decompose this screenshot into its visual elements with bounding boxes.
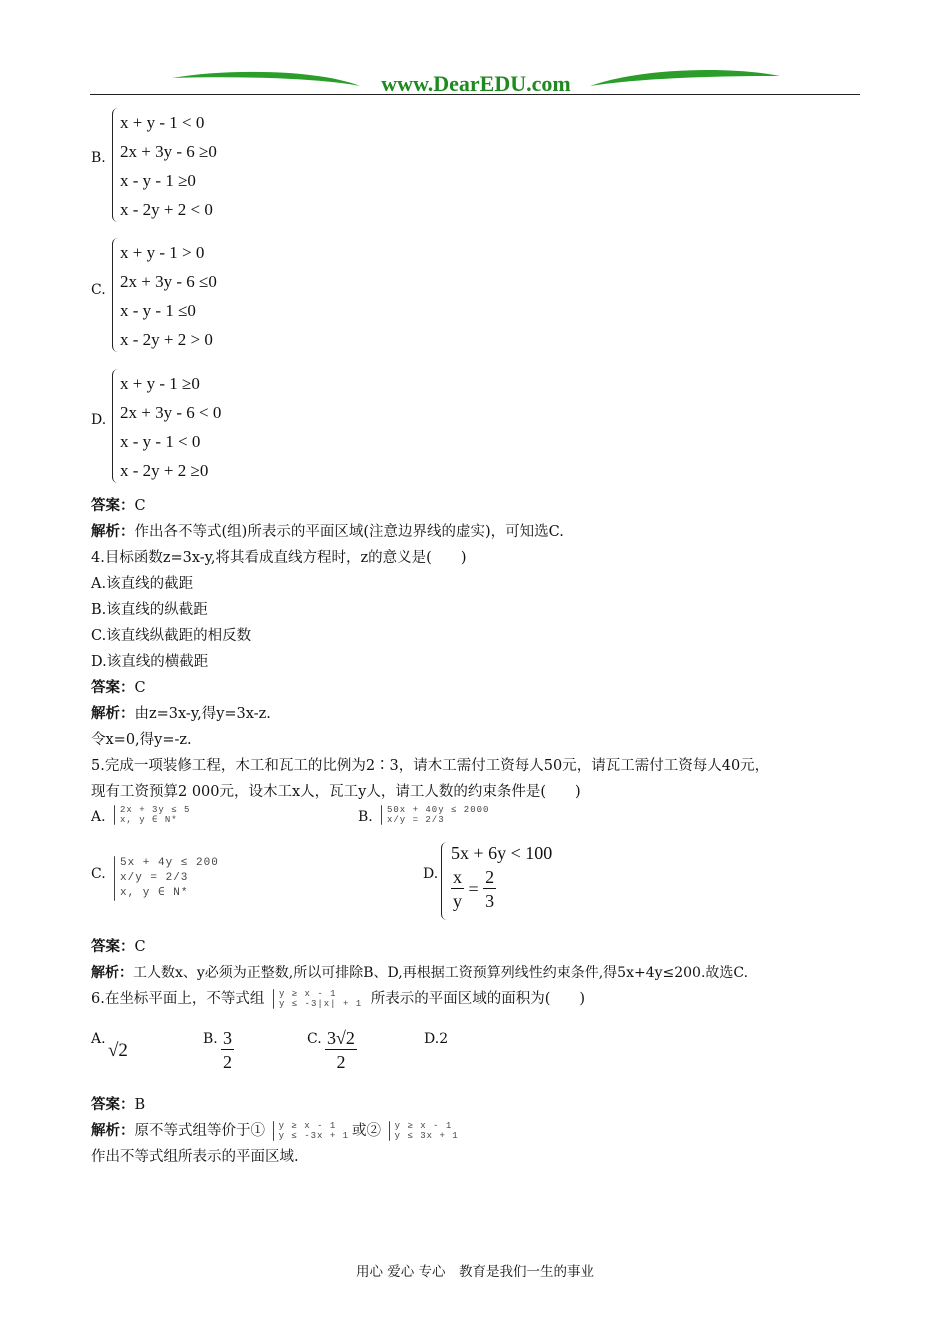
q3-answer bbox=[91, 493, 146, 519]
q6-option-c-letter: C. bbox=[307, 1031, 322, 1047]
stem-text: 所表示的平面区域的面积为( ) bbox=[370, 991, 586, 1007]
numerator: 2 bbox=[485, 867, 495, 887]
left-swoosh bbox=[172, 72, 360, 86]
system-line: 5x + 4y ≤ 200 bbox=[120, 857, 219, 869]
numerator: x bbox=[453, 867, 462, 887]
denominator: 2 bbox=[223, 1052, 232, 1072]
system-line: y ≥ x - 1 bbox=[278, 1121, 337, 1131]
system-line: y ≥ x - 1 bbox=[278, 989, 337, 999]
q5-answer bbox=[91, 934, 146, 960]
site-logo-banner bbox=[170, 64, 782, 98]
answer-label: 答案： bbox=[91, 938, 135, 955]
q4-option-b: B.该直线的纵截距 bbox=[91, 602, 208, 618]
system-line: x - y - 1 ≤0 bbox=[120, 301, 196, 320]
system-line: 2x + 3y ≤ 5 bbox=[120, 805, 191, 815]
q4-stem: 4.目标函数z=3x-y,将其看成直线方程时，z的意义是( ) bbox=[91, 550, 467, 566]
answer-label: 答案： bbox=[91, 679, 135, 696]
q5-option-c-system bbox=[114, 856, 219, 901]
answer-value: B bbox=[134, 1097, 146, 1113]
system-line: 2x + 3y - 6 ≥0 bbox=[120, 142, 217, 161]
answer-label: 答案： bbox=[91, 1096, 135, 1113]
q6-option-c-fraction bbox=[325, 1027, 357, 1074]
q4-analysis bbox=[91, 701, 271, 727]
analysis-text: 由z=3x-y,得y=3x-z. bbox=[134, 706, 271, 722]
system-line: y ≤ -3|x| + 1 bbox=[278, 999, 363, 1009]
equals-sign: = bbox=[468, 879, 479, 899]
numerator: 3 bbox=[223, 1028, 232, 1048]
system-line: 2x + 3y - 6 < 0 bbox=[120, 403, 222, 422]
system-line: x - y - 1 ≥0 bbox=[120, 171, 196, 190]
option-letter: D. bbox=[424, 1031, 440, 1047]
analysis-text: 作出各不等式(组)所表示的平面区域(注意边界线的虚实)，可知选C. bbox=[134, 524, 564, 540]
q5-stem-line2: 现有工资预算2 000元，设木工x人，瓦工y人，请工人数的约束条件是( ) bbox=[91, 784, 581, 800]
system-line: x + y - 1 < 0 bbox=[120, 113, 205, 132]
site-name: www.DearEDU.com bbox=[381, 71, 571, 96]
q5-option-c-letter: C. bbox=[91, 866, 106, 882]
denominator: 2 bbox=[336, 1052, 346, 1072]
system-line: x - 2y + 2 ≥0 bbox=[120, 461, 209, 480]
q4-option-c: C.该直线纵截距的相反数 bbox=[91, 628, 252, 644]
option-value: 2 bbox=[439, 1031, 449, 1047]
brace bbox=[114, 805, 115, 825]
q6-option-b-fraction bbox=[221, 1027, 234, 1074]
q6-option-d bbox=[424, 1031, 448, 1047]
system-line: x, y ∈ N* bbox=[120, 815, 178, 825]
system-line bbox=[451, 866, 552, 913]
system-line: 2x + 3y - 6 ≤0 bbox=[120, 272, 217, 291]
right-swoosh bbox=[590, 70, 780, 86]
q4-analysis-line2: 令x=0,得y=-z. bbox=[91, 732, 192, 748]
answer-value: C bbox=[134, 498, 146, 514]
system-line: x/y = 2/3 bbox=[387, 815, 445, 825]
q3-analysis bbox=[91, 519, 564, 545]
option-d-system bbox=[112, 369, 221, 485]
analysis-label: 解析： bbox=[91, 523, 135, 540]
q6-analysis bbox=[91, 1118, 462, 1144]
q5-analysis bbox=[91, 960, 748, 986]
brace bbox=[389, 1121, 390, 1141]
option-b-letter: B. bbox=[91, 150, 106, 166]
option-b-system bbox=[112, 108, 217, 224]
q6-option-b-letter: B. bbox=[203, 1031, 218, 1047]
answer-value: C bbox=[134, 680, 146, 696]
q6-option-a-letter: A. bbox=[91, 1031, 106, 1047]
q6-analysis-line2: 作出不等式组所表示的平面区域. bbox=[91, 1149, 299, 1165]
system-line: 50x + 40y ≤ 2000 bbox=[387, 805, 490, 815]
q6-answer bbox=[91, 1092, 145, 1118]
option-c-letter: C. bbox=[91, 282, 106, 298]
brace bbox=[441, 842, 448, 920]
q5-option-a-letter: A. bbox=[91, 809, 106, 825]
q5-stem-line1: 5.完成一项装修工程，木工和瓦工的比例为2∶3，请木工需付工资每人50元，请瓦工需付工资每人40元， bbox=[91, 758, 770, 774]
analysis-text: 原不等式组等价于① bbox=[134, 1123, 265, 1139]
brace bbox=[273, 1121, 274, 1141]
q4-option-a: A.该直线的截距 bbox=[91, 576, 194, 592]
q6-system-2 bbox=[389, 1121, 459, 1141]
analysis-text: 工人数x、y必须为正整数,所以可排除B、D,再根据工资预算列线性约束条件,得5x+4y≤200.故选C. bbox=[133, 965, 749, 981]
q6-system-1 bbox=[273, 1121, 349, 1141]
system-line: y ≤ 3x + 1 bbox=[394, 1131, 459, 1141]
brace bbox=[114, 856, 115, 901]
q5-option-d-letter: D. bbox=[423, 866, 439, 882]
brace bbox=[381, 805, 382, 825]
analysis-label: 解析： bbox=[91, 965, 133, 981]
system-line: x + y - 1 > 0 bbox=[120, 243, 205, 262]
system-line: x/y = 2/3 bbox=[120, 872, 189, 884]
system-line: 5x + 6y < 100 bbox=[451, 843, 553, 863]
fraction-x-over-y bbox=[451, 866, 464, 913]
q4-answer bbox=[91, 675, 146, 701]
system-line: y ≤ -3x + 1 bbox=[278, 1131, 350, 1141]
q4-option-d: D.该直线的横截距 bbox=[91, 654, 209, 670]
numerator: 3√2 bbox=[327, 1028, 355, 1048]
q6-stem-system bbox=[273, 989, 362, 1009]
q5-option-b-system bbox=[381, 805, 489, 825]
fraction-2-over-3 bbox=[483, 866, 496, 913]
brace bbox=[112, 108, 119, 222]
header-rule bbox=[90, 94, 860, 95]
option-c-system bbox=[112, 238, 217, 354]
denominator: 3 bbox=[485, 891, 495, 911]
option-d-letter: D. bbox=[91, 412, 107, 428]
q6-option-a-value: √2 bbox=[108, 1040, 128, 1061]
system-line: x - y - 1 < 0 bbox=[120, 432, 201, 451]
system-line: y ≥ x - 1 bbox=[394, 1121, 453, 1131]
q6-stem bbox=[91, 986, 585, 1012]
page-footer: 用心 爱心 专心 教育是我们一生的事业 bbox=[355, 1264, 595, 1280]
analysis-label: 解析： bbox=[91, 1122, 135, 1139]
denominator: y bbox=[453, 891, 462, 911]
answer-label: 答案： bbox=[91, 497, 135, 514]
analysis-text: 或② bbox=[352, 1123, 382, 1139]
q5-option-a-system bbox=[114, 805, 190, 825]
analysis-label: 解析： bbox=[91, 705, 135, 722]
system-line: x + y - 1 ≥0 bbox=[120, 374, 200, 393]
system-line: x - 2y + 2 < 0 bbox=[120, 200, 213, 219]
system-line: x - 2y + 2 > 0 bbox=[120, 330, 213, 349]
brace bbox=[273, 989, 274, 1009]
q5-option-d-system bbox=[441, 840, 552, 913]
answer-value: C bbox=[134, 939, 146, 955]
brace bbox=[112, 238, 119, 352]
system-line: x, y ∈ N* bbox=[120, 887, 189, 899]
stem-text: 6.在坐标平面上，不等式组 bbox=[91, 991, 265, 1007]
q5-option-b-letter: B. bbox=[358, 809, 373, 825]
brace bbox=[112, 369, 119, 483]
